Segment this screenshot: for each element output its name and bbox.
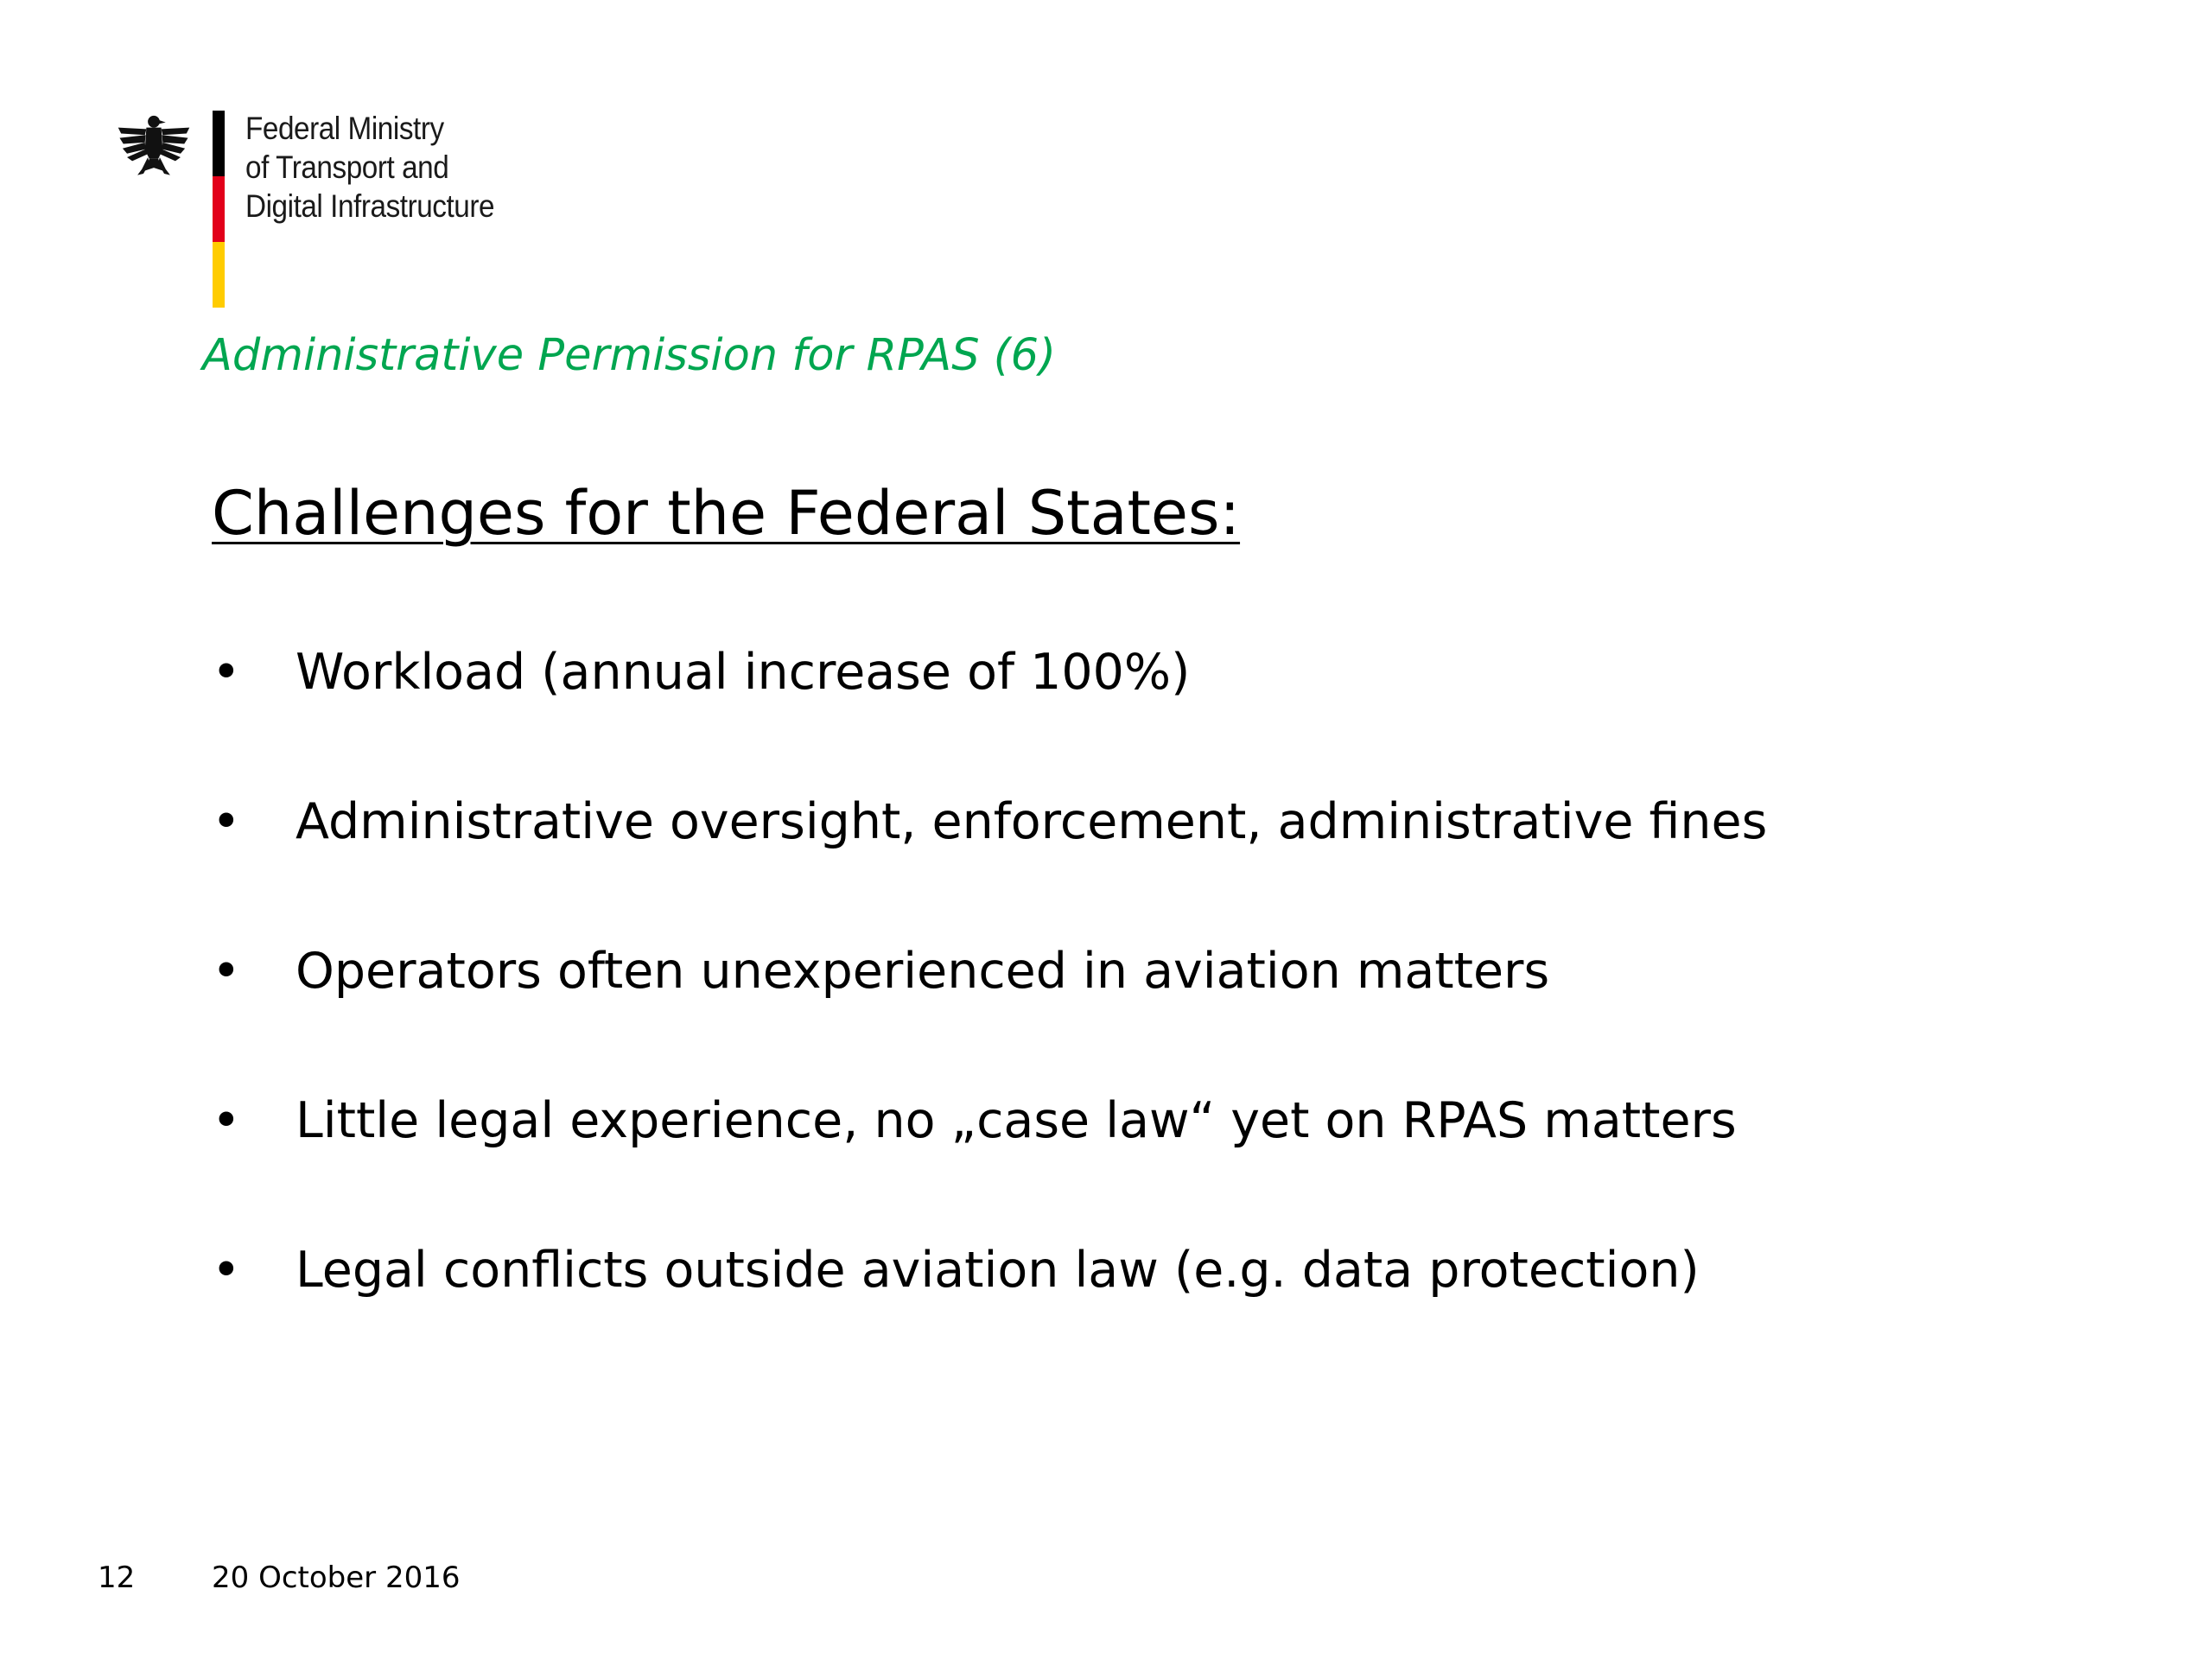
ministry-name-line-3: Digital Infrastructure <box>245 188 495 224</box>
slide-heading: Challenges for the Federal States: <box>212 478 1241 549</box>
ministry-name-line-2: of Transport and <box>245 149 449 185</box>
ministry-logo <box>117 109 566 309</box>
flag-color-bar <box>213 111 225 308</box>
bullet-dot-icon: • <box>212 1242 241 1299</box>
bullet-dot-icon: • <box>212 793 241 850</box>
flag-stripe-gold <box>213 242 225 308</box>
footer-date: 20 October 2016 <box>212 1560 461 1595</box>
bullet-text: Administrative oversight, enforcement, administrative fines <box>296 793 1768 850</box>
bullet-text: Little legal experience, no „case law“ yet on RPAS matters <box>296 1092 1737 1149</box>
ministry-name-line-1: Federal Ministry <box>245 111 444 146</box>
ministry-name <box>245 109 494 226</box>
flag-stripe-red <box>213 176 225 242</box>
bullet-dot-icon: • <box>212 644 241 701</box>
flag-stripe-black <box>213 111 225 176</box>
bullet-text: Workload (annual increase of 100%) <box>296 644 1191 701</box>
bullet-dot-icon: • <box>212 943 241 1000</box>
bullet-text: Legal conflicts outside aviation law (e.g. data protection) <box>296 1242 1700 1299</box>
section-title: Administrative Permission for RPAS (6) <box>202 330 1057 381</box>
bullet-dot-icon: • <box>212 1092 241 1149</box>
federal-eagle-icon <box>117 111 191 183</box>
page-number: 12 <box>98 1560 136 1595</box>
bullet-text: Operators often unexperienced in aviation matters <box>296 943 1550 1000</box>
